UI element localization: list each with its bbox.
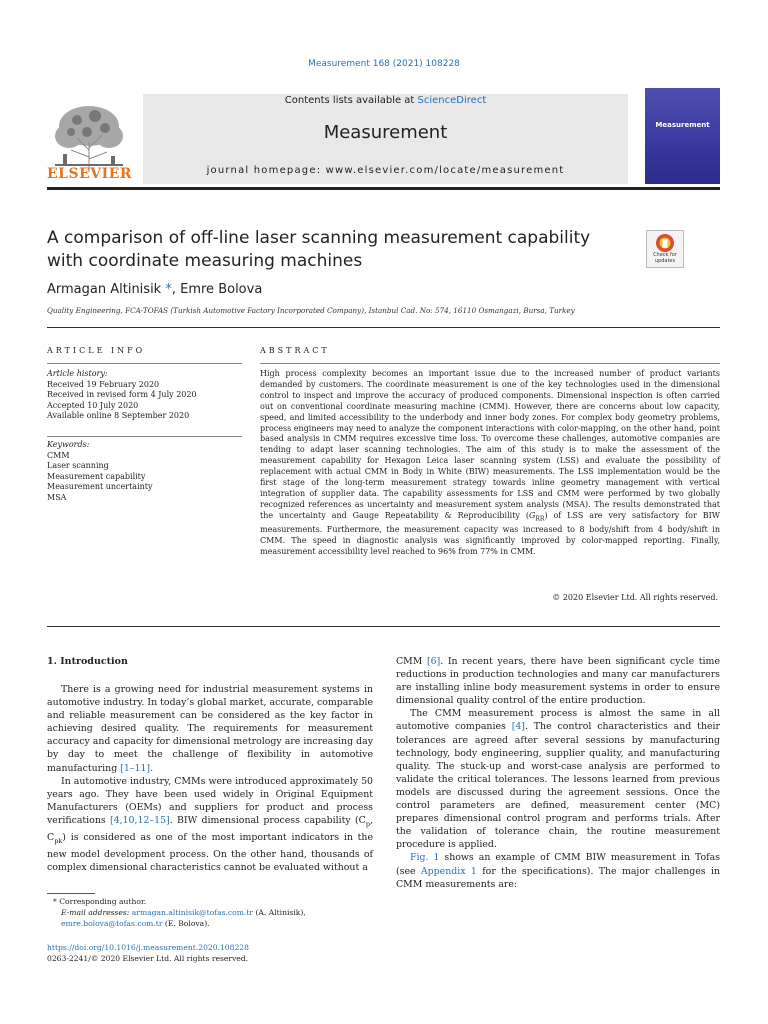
keyword: Measurement uncertainty	[47, 482, 153, 491]
abstract-part: High process complexity becomes an important issue due to the increased number of product variants demanded by customers. The coordinate measurement is one of the key technologies used in the dimensional control to inspect and improve the accuracy of produced components. Dimensional inspection is often carried out on conventional coordinate measuring machine (CMM). However, there are concerns about low capacity, speed, and limited accessibility to the underbody and inner body zones. For complex body geometry problems, process engineers may need to analyze the component interactions with color-mapping, on the other hand, point based analysis in CMM requires excessive time loss. To overcome these challenges, automotive companies are tending to adapt laser scanning technologies. The aim of this study is to make the assessment of the measurement capability for Hexagon Leica laser scanning system (LSS) and evaluate the possibility of replacement with actual CMM in Body in White (BIW) measurements. The LSS implementation would be the first stage of the long-term measurement strategy towards inline geometry management with vertical integration of supplier data. The capability assessments for LSS and CMM were performed by two globally recognized references as uncertainty and measurement system analysis (MSA). The results demonstrated that the uncertainty and Gauge Repeatability & Reproducibility (	[260, 369, 720, 520]
paragraph-text: There is a growing need for industrial measurement systems in automotive industry. In today’s global market, accurate, comparable and reliable measurement can be considered as the key factor in achieving desired quality. The requirements for measurement accuracy and capacity for dimensional metrology are increasing day by day to meet the challenge of flexibility in automotive manufacturing	[47, 684, 373, 774]
body-left-column	[47, 683, 373, 874]
journal-name: Measurement	[323, 122, 448, 143]
footnotes	[47, 896, 373, 929]
paragraph-text: for the specifications). The major challenges in CMM measurements are:	[396, 865, 720, 890]
section-rule	[47, 626, 720, 627]
affiliation: Quality Engineering, FCA-TOFAS (Turkish Automotive Factory Incorporated Company), Istanbul Cad. No: 574, 16110 Osmangazi, Bursa, Turkey	[47, 306, 575, 315]
paragraph-text: CMM	[396, 656, 427, 667]
citation-link[interactable]: [4]	[511, 721, 525, 733]
abstract-rule	[260, 363, 720, 364]
paragraph-text: .	[150, 762, 154, 774]
history-item: Accepted 10 July 2020	[47, 400, 139, 410]
keyword: Measurement capability	[47, 471, 146, 481]
keyword: Laser scanning	[47, 461, 109, 470]
history-label: Article history:	[47, 369, 108, 378]
citation-link[interactable]: [1–11]	[120, 762, 151, 774]
keyword: CMM	[47, 450, 70, 460]
doi-block	[47, 942, 373, 964]
abstract-heading: ABSTRACT	[260, 346, 330, 355]
article-title: A comparison of off-line laser scanning measurement capability with coordinate measuring machines	[47, 228, 591, 271]
author-list	[47, 282, 262, 297]
paragraph-text: ) is considered as one of the most important indicators in the new model development process. On the other hand, thousands of complex dimensional characteristics cannot be evaluated without a	[47, 831, 373, 873]
info-rule	[47, 363, 242, 364]
email-owner: (A. Altinisik),	[253, 908, 306, 917]
appendix-link[interactable]: Appendix 1	[420, 865, 477, 877]
paragraph-text: , C	[47, 814, 373, 843]
section-heading-introduction: 1. Introduction	[47, 656, 128, 667]
grr-symbol: G	[529, 510, 536, 520]
corresponding-author-mark[interactable]: *	[161, 282, 172, 297]
keywords	[47, 440, 247, 503]
footnote-rule	[47, 893, 95, 894]
journal-homepage[interactable]: journal homepage: www.elsevier.com/locate/measurement	[206, 165, 565, 176]
paragraph-text: The CMM measurement process is almost the same in all automotive companies	[396, 708, 720, 733]
body-paragraph	[396, 851, 720, 890]
journal-citation[interactable]: Measurement 168 (2021) 108228	[308, 59, 460, 69]
paragraph-text: . BIW dimensional process capability (C	[169, 814, 366, 826]
header-rule	[47, 187, 720, 190]
citation-link[interactable]: [6]	[426, 656, 441, 667]
grr-subscript: RR	[535, 515, 545, 523]
contents-prefix: Contents lists available at	[284, 95, 418, 106]
email-label: E-mail addresses:	[61, 908, 132, 917]
paragraph-text: . The control characteristics and their tolerances are agreed after several sessions by manufacturing technology, body engineering, supplier quality, and manufacturing quality. The stuck-up and worst-case analysis are performed to validate the critical tolerances. The lessons learned from previous models are discussed during the agreement sessions. Once the control parameters are defined, measurement center (MC) prepares dimensional control program and performs trials. After the validation of tolerance chain, the routine measurement procedure is applied.	[396, 721, 721, 851]
citation-link[interactable]: [4,10,12–15]	[109, 814, 170, 826]
doi-link[interactable]: https://doi.org/10.1016/j.measurement.2020.108228	[47, 943, 249, 952]
keyword: MSA	[47, 492, 67, 502]
email-link[interactable]: armagan.altinisik@tofas.com.tr	[131, 908, 254, 917]
paragraph-text: shows an example of CMM BIW measurement in Tofas (see	[396, 852, 721, 877]
body-paragraph	[396, 707, 720, 851]
body-paragraph	[396, 655, 720, 707]
keywords-label: Keywords:	[47, 440, 90, 449]
abstract-text	[260, 369, 720, 558]
body-paragraph	[47, 683, 373, 775]
paragraph-text: . In recent years, there have been significant cycle time reductions in production technologies and many car manufacturers are installing inline body measurement systems in order to ensure dimensional quality control of the entire production.	[396, 656, 720, 707]
issn-line: 0263-2241/© 2020 Elsevier Ltd. All rights reserved.	[47, 954, 249, 963]
contents-line	[143, 95, 628, 106]
article-info-heading: ARTICLE INFO	[47, 346, 146, 355]
history-item: Available online 8 September 2020	[47, 411, 190, 420]
history-item: Received 19 February 2020	[47, 379, 160, 389]
publisher-wordmark: ELSEVIER	[47, 166, 133, 182]
journal-cover-image[interactable]	[645, 88, 720, 184]
body-paragraph	[47, 775, 373, 874]
subscript: pk	[54, 836, 63, 845]
author-name[interactable]: Emre Bolova	[180, 282, 263, 297]
abstract-part: ) of LSS are very satisfactory for BIW measurements. Furthermore, the measurement capacity was increased to 8 body/shift from 4 body/shift in CMM. The speed in diagnostic analysis was significantly improved by color-mapped reporting. Finally, measurement accessibility level reached to 96% from 77% in CMM.	[260, 510, 721, 557]
email-link[interactable]: emre.bolova@tofas.com.tr	[61, 919, 163, 928]
paragraph-text: In automotive industry, CMMs were introduced approximately 50 years ago. They have been used widely in Original Equipment Manufacturers (OEMs) and suppliers for product and process verifications	[47, 775, 373, 826]
subscript: p	[365, 819, 371, 828]
email-note	[47, 907, 373, 929]
email-owner: (E. Bolova).	[162, 919, 210, 928]
crossmark-label: Check for updates	[653, 252, 677, 264]
section-rule	[47, 327, 720, 328]
abstract-copyright: © 2020 Elsevier Ltd. All rights reserved.	[552, 593, 718, 602]
info-rule	[47, 436, 242, 437]
body-right-column	[396, 655, 720, 891]
author-name[interactable]: Armagan Altinisik	[47, 282, 162, 297]
corresponding-author-note: * Corresponding author.	[53, 897, 147, 906]
author-separator: ,	[171, 282, 181, 297]
cover-title: Measurement	[655, 121, 710, 129]
history-item: Received in revised form 4 July 2020	[47, 390, 197, 399]
article-history	[47, 369, 247, 422]
figure-link[interactable]: Fig. 1	[410, 852, 440, 864]
sciencedirect-link[interactable]: ScienceDirect	[417, 95, 487, 106]
